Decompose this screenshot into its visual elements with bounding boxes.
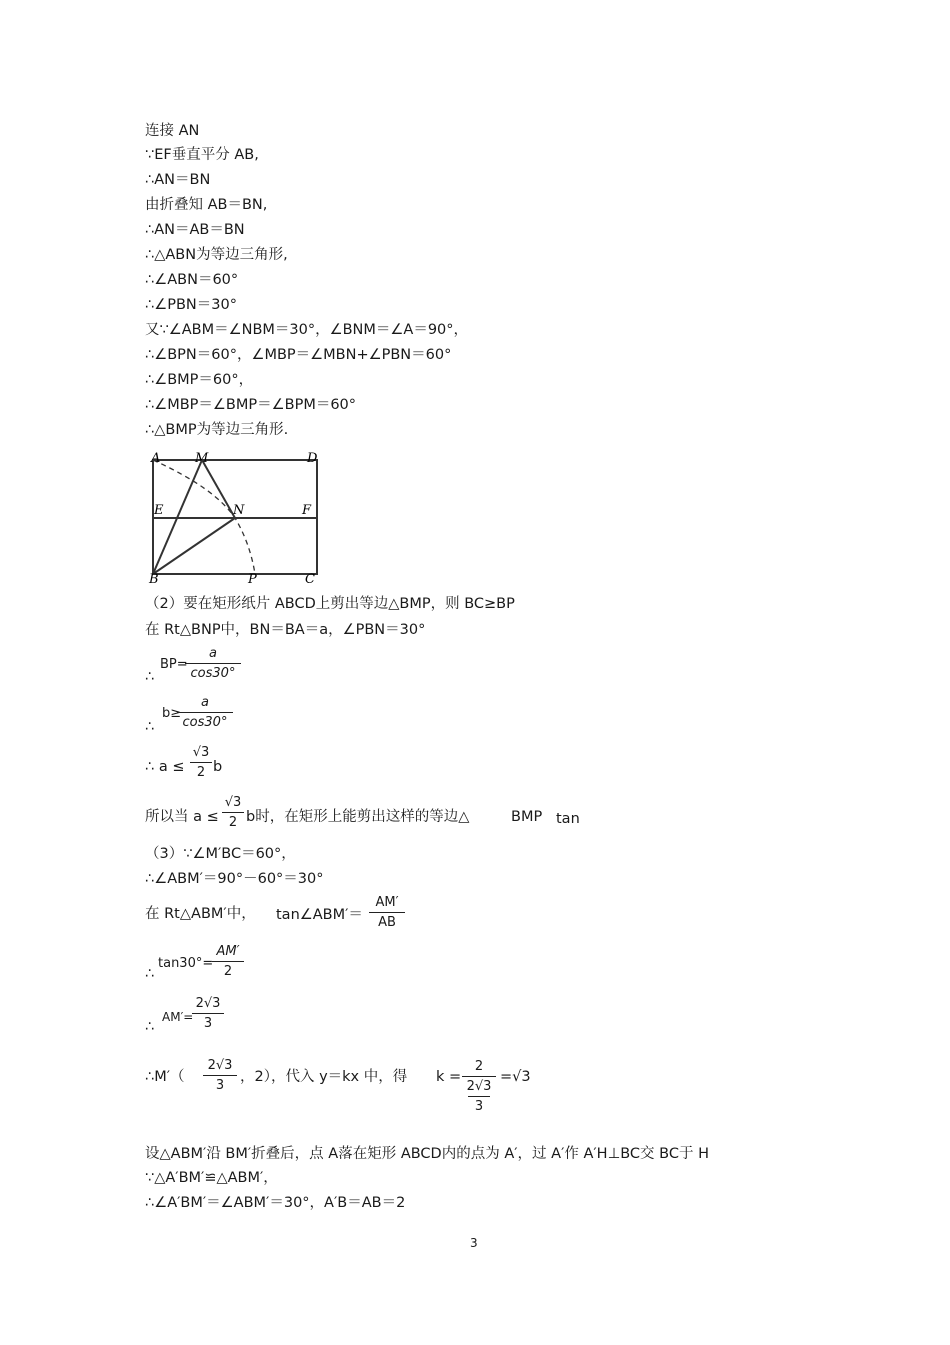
text-line: 又∵∠ABM＝∠NBM＝30°，∠BNM＝∠A＝90°， <box>145 322 469 338</box>
label-m: M <box>195 451 209 466</box>
label-e: E <box>154 503 164 518</box>
text-line: ∴∠BMP＝60°， <box>145 372 254 388</box>
text-line: ，2），代入 y＝kx 中，得 <box>240 1069 408 1085</box>
text-line: ∴M′（ <box>145 1069 185 1085</box>
label-c: C <box>305 572 315 587</box>
fraction: a cos30° <box>177 695 233 730</box>
text-line: 在 Rt△BNP中，BN＝BA＝a，∠PBN＝30° <box>145 622 426 638</box>
text-line: ∴∠MBP＝∠BMP＝∠BPM＝60° <box>145 397 357 413</box>
label-p: P <box>248 572 257 587</box>
formula-result: =√3 <box>500 1069 531 1085</box>
page-number: 3 <box>470 1236 478 1250</box>
formula-lhs: BP= <box>160 657 188 672</box>
fraction: 2√3 3 <box>203 1058 237 1093</box>
text-line: ∴∠ABM′＝90°－60°＝30° <box>145 871 324 887</box>
label-a: A <box>151 451 161 466</box>
text-line: ∴∠A′BM′＝∠ABM′＝30°，A′B＝AB＝2 <box>145 1195 406 1211</box>
formula-lhs: AM′= <box>162 1010 194 1024</box>
line-mn <box>202 460 235 518</box>
formula-lhs: k = <box>436 1069 462 1085</box>
fraction: AM′ 2 <box>212 944 244 979</box>
fraction: √3 2 <box>190 745 212 780</box>
text-line: b时，在矩形上能剪出这样的等边△ <box>246 809 470 825</box>
text-line: 由折叠知 AB＝BN, <box>145 197 268 213</box>
text-line: ∵△A′BM′≌△ABM′， <box>145 1170 278 1186</box>
therefore-symbol: ∴ <box>145 966 155 982</box>
text-line: 设△ABM′沿 BM′折叠后，点 A落在矩形 ABCD内的点为 A′，过 A′作 A′H⊥BC交 BC于 H <box>145 1146 709 1162</box>
text-line: 所以当 a ≤ <box>145 809 219 825</box>
fraction: a cos30° <box>185 646 241 681</box>
therefore-symbol: ∴ <box>145 669 155 685</box>
label-d: D <box>307 451 318 466</box>
text-line: ∴∠BPN＝60°，∠MBP＝∠MBN+∠PBN＝60° <box>145 347 452 363</box>
text-line: ∴AN＝BN <box>145 172 211 188</box>
text-line: ∴AN＝AB＝BN <box>145 222 245 238</box>
text-line: ∴△BMP为等边三角形. <box>145 422 289 438</box>
therefore-symbol: ∴ <box>145 1019 155 1035</box>
formula-tail: b <box>213 759 223 775</box>
text-line: 在 Rt△ABM′中， <box>145 906 256 922</box>
label-n: N <box>233 503 245 518</box>
text-line: ∴△ABN为等边三角形, <box>145 247 288 263</box>
text-line: （2）要在矩形纸片 ABCD上剪出等边△BMP，则 BC≥BP <box>145 596 515 612</box>
text-bmp: BMP <box>511 809 543 825</box>
text-line: ∴∠PBN＝30° <box>145 297 237 313</box>
fraction: 2√3 3 <box>192 996 224 1031</box>
fraction: 2 2√3 3 <box>462 1059 496 1114</box>
geometry-figure <box>145 448 330 588</box>
formula-lhs: b≥ <box>162 706 182 721</box>
text-line: ∴∠ABN＝60° <box>145 272 239 288</box>
label-f: F <box>302 503 312 518</box>
fraction: √3 2 <box>222 795 244 830</box>
formula-lhs: tan30°= <box>158 956 214 971</box>
formula-lhs: tan∠ABM′＝ <box>276 907 363 923</box>
text-line: （3）∵∠M′BC＝60°， <box>145 846 296 862</box>
text-line: 连接 AN <box>145 123 200 139</box>
label-b: B <box>149 572 159 587</box>
therefore-symbol: ∴ <box>145 719 155 735</box>
text-tan: tan <box>556 811 580 827</box>
formula-prefix: ∴ a ≤ <box>145 759 185 775</box>
text-line: ∵EF垂直平分 AB, <box>145 147 259 163</box>
fraction: AM′ AB <box>369 895 405 930</box>
